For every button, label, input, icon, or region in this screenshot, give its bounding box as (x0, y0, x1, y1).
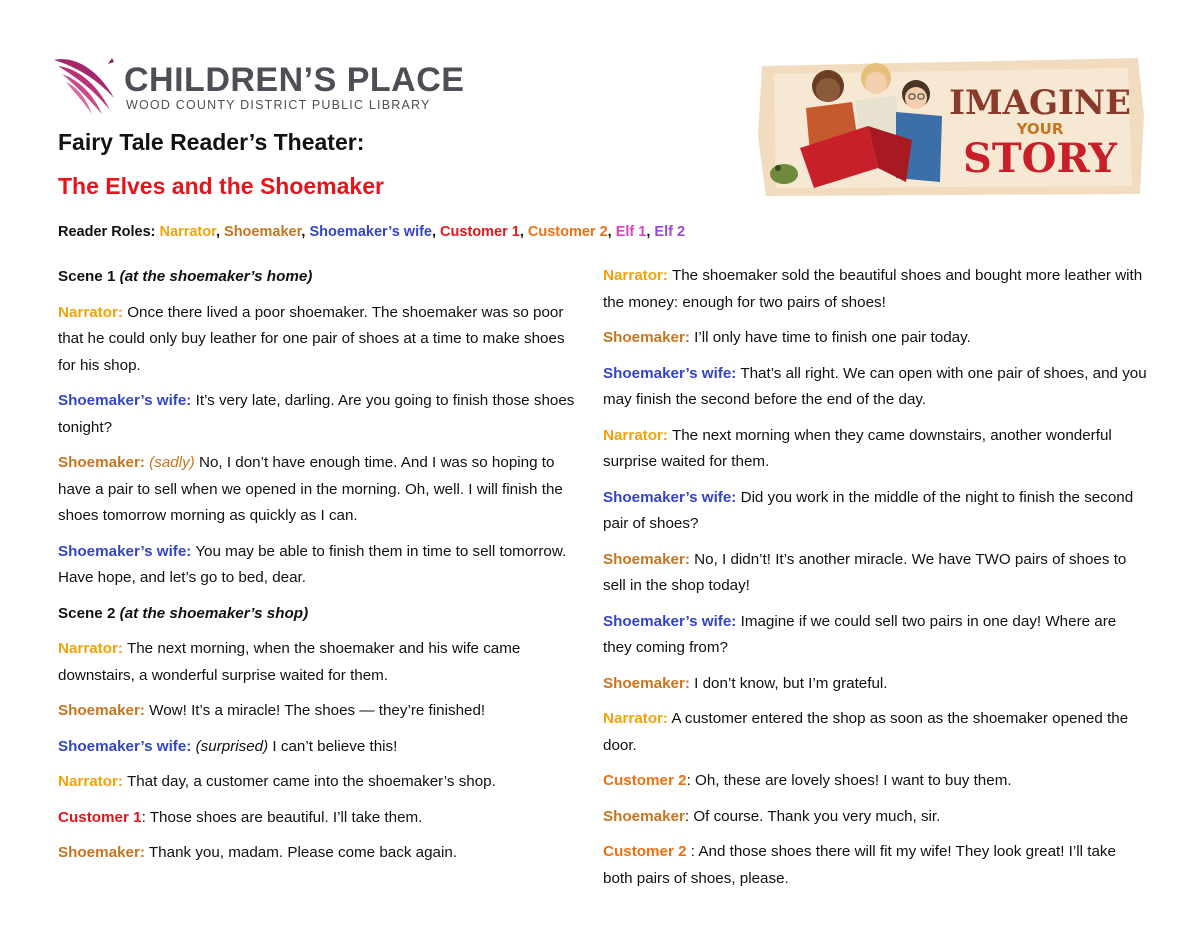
speaker-customer-1: Customer 1 (58, 808, 142, 826)
stage-direction: (sadly) (144, 454, 195, 471)
role-customer-1: Customer 1 (440, 224, 520, 240)
speaker-shoemaker: Shoemaker: (603, 550, 690, 568)
role-customer-2: Customer 2 (527, 224, 608, 240)
speaker-shoemaker: Shoemaker: (58, 454, 145, 471)
speaker-shoemaker: Shoemaker: (603, 674, 690, 692)
speaker-customer-2: Customer 2 (603, 843, 691, 860)
script-line: Narrator: The next morning when they came downstairs, another wonderful surprise waited for them. (603, 426, 1112, 470)
role-narrator: Narrator (159, 224, 216, 240)
logo-title: CHILDREN’S PLACE (124, 61, 465, 99)
script-line: Shoemaker’s wife: Imagine if we could sell two pairs in one day! Where are they coming from? (603, 612, 1117, 656)
role-shoemakers-wife: Shoemaker’s wife (309, 224, 432, 240)
script-line: Narrator: The next morning, when the shoemaker and his wife came downstairs, a wonderful surprise waited for them. (58, 640, 521, 684)
role-shoemaker: Shoemaker (224, 224, 302, 240)
script-column-right (603, 263, 1148, 901)
page-title: Fairy Tale Reader’s Theater: (58, 129, 365, 155)
speaker-shoemakers-wife: Shoemaker’s wife: (58, 392, 192, 409)
roles-label: Reader Roles: (58, 224, 156, 240)
library-logo (52, 52, 472, 116)
script-line: Shoemaker: Wow! It’s a miracle! The shoes — they’re finished! (58, 702, 486, 719)
script-line: Shoemaker: I don’t know, but I’m grateful. (603, 674, 888, 692)
logo-subtitle: WOOD COUNTY DISTRICT PUBLIC LIBRARY (126, 98, 431, 112)
speaker-narrator: Narrator: (603, 267, 668, 284)
speaker-shoemakers-wife: Shoemaker’s wife: (58, 542, 192, 560)
banner-line3: STORY (962, 135, 1118, 182)
speaker-narrator: Narrator: (58, 640, 123, 657)
speaker-narrator: Narrator: (58, 303, 123, 321)
speaker-shoemaker: Shoemaker: (603, 329, 690, 346)
script-line: Shoemaker’s wife: You may be able to finish them in time to sell tomorrow. Have hope, and let’s go to bed, dear. (58, 542, 567, 586)
speaker-narrator: Narrator: (58, 773, 123, 790)
script-line: Shoemaker’s wife: (surprised) I can’t believe this! (58, 737, 398, 755)
script-line: Shoemaker’s wife: That’s all right. We can open with one pair of shoes, and you may finish the second before the end of the day. (603, 364, 1147, 408)
script-line: Narrator: That day, a customer came into the shoemaker’s shop. (58, 773, 496, 790)
speaker-customer-2: Customer 2 (603, 772, 687, 789)
script-line: Shoemaker’s wife: Did you work in the middle of the night to finish the second pair of shoes? (603, 488, 1134, 532)
speaker-shoemaker: Shoemaker: (58, 702, 145, 719)
speaker-shoemakers-wife: Shoemaker’s wife: (58, 737, 192, 755)
banner-line1: IMAGINE (949, 83, 1131, 123)
script-line: Narrator: A customer entered the shop as soon as the shoemaker opened the door. (603, 710, 1129, 754)
reader-roles: Reader Roles: Narrator, Shoemaker, Shoemaker’s wife, Customer 1, Customer 2, Elf 1, Elf 2 (58, 224, 686, 240)
role-elf-1: Elf 1 (615, 224, 647, 240)
script-column-left (58, 264, 583, 876)
role-elf-2: Elf 2 (654, 224, 686, 240)
speaker-narrator: Narrator: (603, 710, 668, 727)
speaker-shoemakers-wife: Shoemaker’s wife: (603, 488, 737, 506)
script-line: Shoemaker: I’ll only have time to finish one pair today. (603, 329, 971, 346)
speaker-shoemakers-wife: Shoemaker’s wife: (603, 364, 737, 382)
script-line: Shoemaker: (sadly) No, I don’t have enough time. And I was so hoping to have a pair to sell when we opened in the morning. Oh, well. I will finish the shoes tomorrow morning as quickly as I can. (58, 454, 563, 524)
script-line: Customer 1: Those shoes are beautiful. I’ll take them. (58, 808, 423, 826)
speaker-shoemaker: Shoemaker (603, 807, 685, 825)
feather-icon (52, 52, 118, 116)
script-line: Customer 2 : And those shoes there will fit my wife! They look great! I’ll take both pairs of shoes, please. (603, 843, 1116, 887)
story-title: The Elves and the Shoemaker (58, 173, 384, 199)
script-line: Narrator: The shoemaker sold the beautiful shoes and bought more leather with the money: enough for two pairs of shoes! (603, 267, 1143, 311)
speaker-shoemaker: Shoemaker: (58, 844, 145, 861)
imagine-your-story-banner (756, 56, 1146, 198)
scene-heading: Scene 1 (at the shoemaker’s home) (58, 268, 313, 285)
speaker-narrator: Narrator: (603, 426, 668, 444)
script-line: Narrator: Once there lived a poor shoemaker. The shoemaker was so poor that he could only buy leather for one pair of shoes at a time to make shoes for his shop. (58, 303, 565, 374)
speaker-shoemakers-wife: Shoemaker’s wife: (603, 612, 737, 630)
script-line: Shoemaker: No, I didn’t! It’s another miracle. We have TWO pairs of shoes to sell in the shop today! (603, 550, 1127, 594)
banner-line2: YOUR (1016, 120, 1064, 138)
script-line: Shoemaker: Of course. Thank you very much, sir. (603, 807, 941, 825)
scene-heading: Scene 2 (at the shoemaker’s shop) (58, 604, 309, 622)
stage-direction: (surprised) (191, 737, 269, 755)
script-line: Shoemaker’s wife: It’s very late, darling. Are you going to finish those shoes tonight? (58, 392, 575, 436)
script-line: Shoemaker: Thank you, madam. Please come back again. (58, 844, 458, 861)
script-line: Customer 2: Oh, these are lovely shoes! I want to buy them. (603, 772, 1012, 789)
